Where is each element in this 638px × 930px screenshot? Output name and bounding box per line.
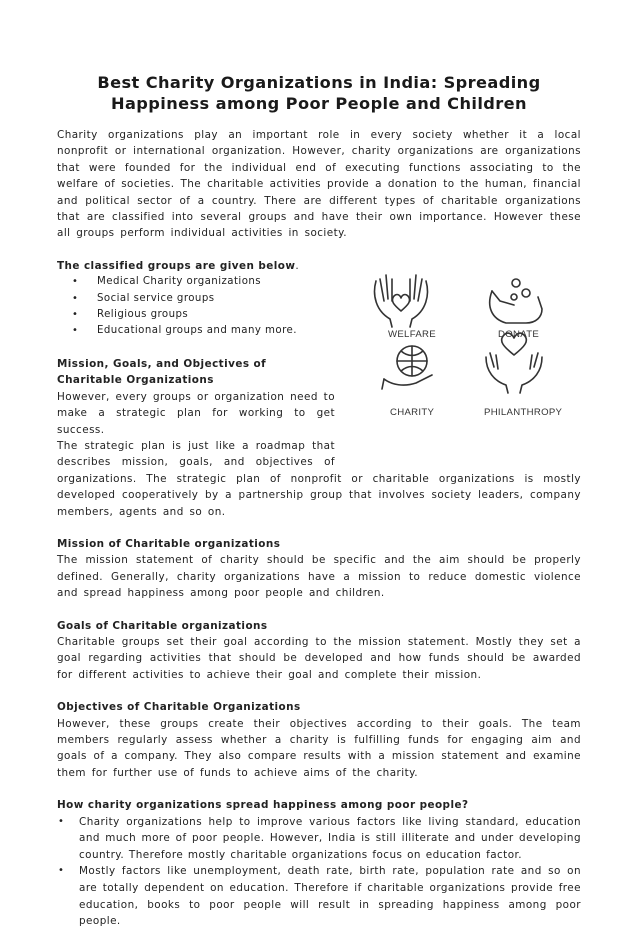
charity-globe-icon [382,346,432,389]
classified-heading-period: . [295,259,300,272]
list-item: • Mostly factors like unemployment, death rate, birth rate, population rate and so on are totally dependent on education. Therefore if charitable organizations provide free education, books to poor people will result in spreading happiness among poor people. [57,863,581,929]
mission-paragraph: The mission statement of charity should be specific and the aim should be properly defined. Generally, charity organizations have a mission to reduce domestic violence and spread happiness among poor people and children. [57,554,581,600]
list-item: • Medical Charity organizations [57,274,581,290]
classified-list [57,274,581,340]
page-title: Best Charity Organizations in India: Spreading Happiness among Poor People and Children [97,73,541,113]
document-page [57,72,581,930]
goals-heading: Goals of Charitable organizations [57,619,268,632]
objectives-paragraph: However, these groups create their objectives according to their goals. The team members regularly assess whether a charity is fulfilling funds for engaging aim and goals of a company. They also compare results with a mission statement and examine them for further use of funds to achieve aims of the charity. [57,717,581,779]
spread-list [57,814,581,930]
list-item: • Social service groups [57,291,581,307]
objectives-heading: Objectives of Charitable Organizations [57,701,301,714]
welfare-label: WELFARE [388,328,436,340]
classified-and-mission-block [57,258,581,520]
mission-goals-line: make a strategic plan for working to get success. [57,407,335,436]
goals-paragraph: Charitable groups set their goal according to the mission statement. Mostly they set a goal regarding activities that should be developed and how funds should be awarded for different activities to achieve their goal and complete their mission. [57,635,581,681]
philanthropy-icon [486,333,542,393]
intro-paragraph: Charity organizations play an important role in every society whether it a local nonprofit or international organization. However, charity organizations are organizations that were founded for the individual end of executing functions associating to the welfare of societies. The charitable activities provide a donation to the human, financial and political sector of a country. There are different types of charitable organizations that are classified into several groups and have their own importance. However these all groups perform individual activities in society. [57,129,581,240]
charity-label: CHARITY [390,406,435,418]
mission-goals-heading: Mission, Goals, and Objectives of Charitable Organizations [57,357,267,387]
spread-heading: How charity organizations spread happiness among poor people? [57,799,469,812]
mission-goals-continuation: organizations. The strategic plan of nonprofit or charitable organizations is mostly developed cooperatively by a partnership group that involves society leaders, company members, agents and so on. [57,472,581,518]
donate-label: DONATE [498,328,540,340]
list-item: • Educational groups and many more. [57,323,581,339]
mission-heading: Mission of Charitable organizations [57,537,281,550]
mission-goals-line: The strategic plan is just like a roadmap that [57,439,335,452]
list-item: • Religious groups [57,307,581,323]
classified-heading-text: The classified groups are given below [57,259,296,272]
mission-goals-line: However, every groups or organization need to [57,390,335,403]
mission-goals-line: describes mission, goals, and objectives of [57,456,335,469]
philanthropy-label: PHILANTHROPY [484,406,563,418]
list-item: • Charity organizations help to improve various factors like living standard, education and much more of poor people. However, India is still illiterate and under developing country. Therefore mostly charitable organizations focus on education factor. [57,814,581,864]
